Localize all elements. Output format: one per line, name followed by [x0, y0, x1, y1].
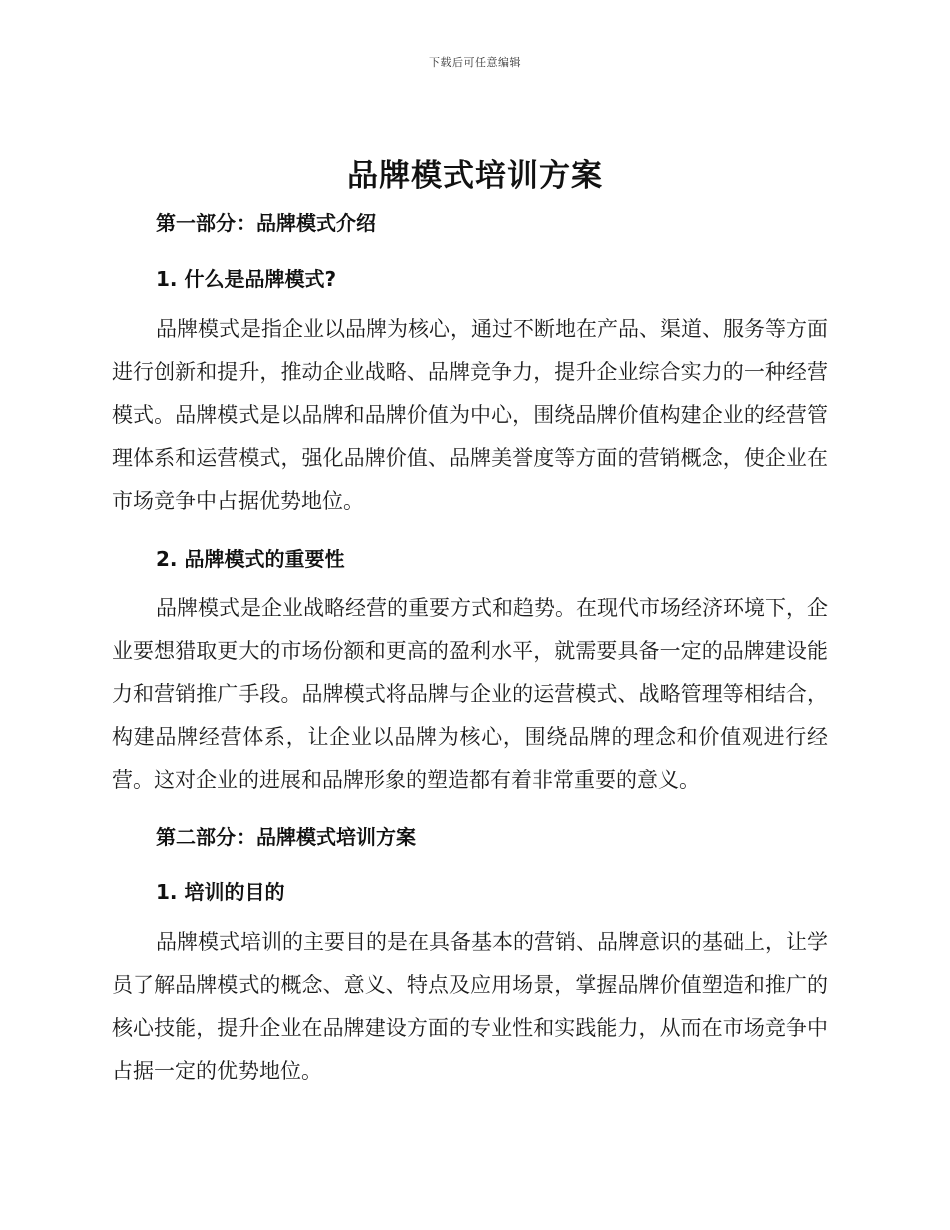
- part1-sec1-paragraph: 品牌模式是指企业以品牌为核心，通过不断地在产品、渠道、服务等方面进行创新和提升，推动企业战略、品牌竞争力，提升企业综合实力的一种经营模式。品牌模式是以品牌和品牌价值为中心，围绕品牌价值构建企业的经营管理体系和运营模式，强化品牌价值、品牌美誉度等方面的营销概念，使企业在市场竞争中占据优势地位。: [112, 317, 828, 513]
- part2-sec1-heading: 1. 培训的目的: [156, 880, 285, 904]
- part2-sec1-paragraph: 品牌模式培训的主要目的是在具备基本的营销、品牌意识的基础上，让学员了解品牌模式的概念、意义、特点及应用场景，掌握品牌价值塑造和推广的核心技能，提升企业在品牌建设方面的专业性和实践能力，从而在市场竞争中占据一定的优势地位。: [112, 930, 828, 1083]
- part2-heading: 第二部分：品牌模式培训方案: [156, 825, 416, 849]
- part1-sec2-heading: 2. 品牌模式的重要性: [156, 547, 345, 571]
- part1-sec2-paragraph: 品牌模式是企业战略经营的重要方式和趋势。在现代市场经济环境下，企业要想猎取更大的市场份额和更高的盈利水平，就需要具备一定的品牌建设能力和营销推广手段。品牌模式将品牌与企业的运营模式、战略管理等相结合，构建品牌经营体系，让企业以品牌为核心，围绕品牌的理念和价值观进行经营。这对企业的进展和品牌形象的塑造都有着非常重要的意义。: [112, 596, 828, 792]
- part1-heading: 第一部分：品牌模式介绍: [156, 211, 376, 235]
- header-note: 下载后可任意编辑: [429, 56, 521, 69]
- document-title: 品牌模式培训方案: [347, 158, 603, 194]
- part1-sec1-heading: 1. 什么是品牌模式?: [156, 267, 337, 291]
